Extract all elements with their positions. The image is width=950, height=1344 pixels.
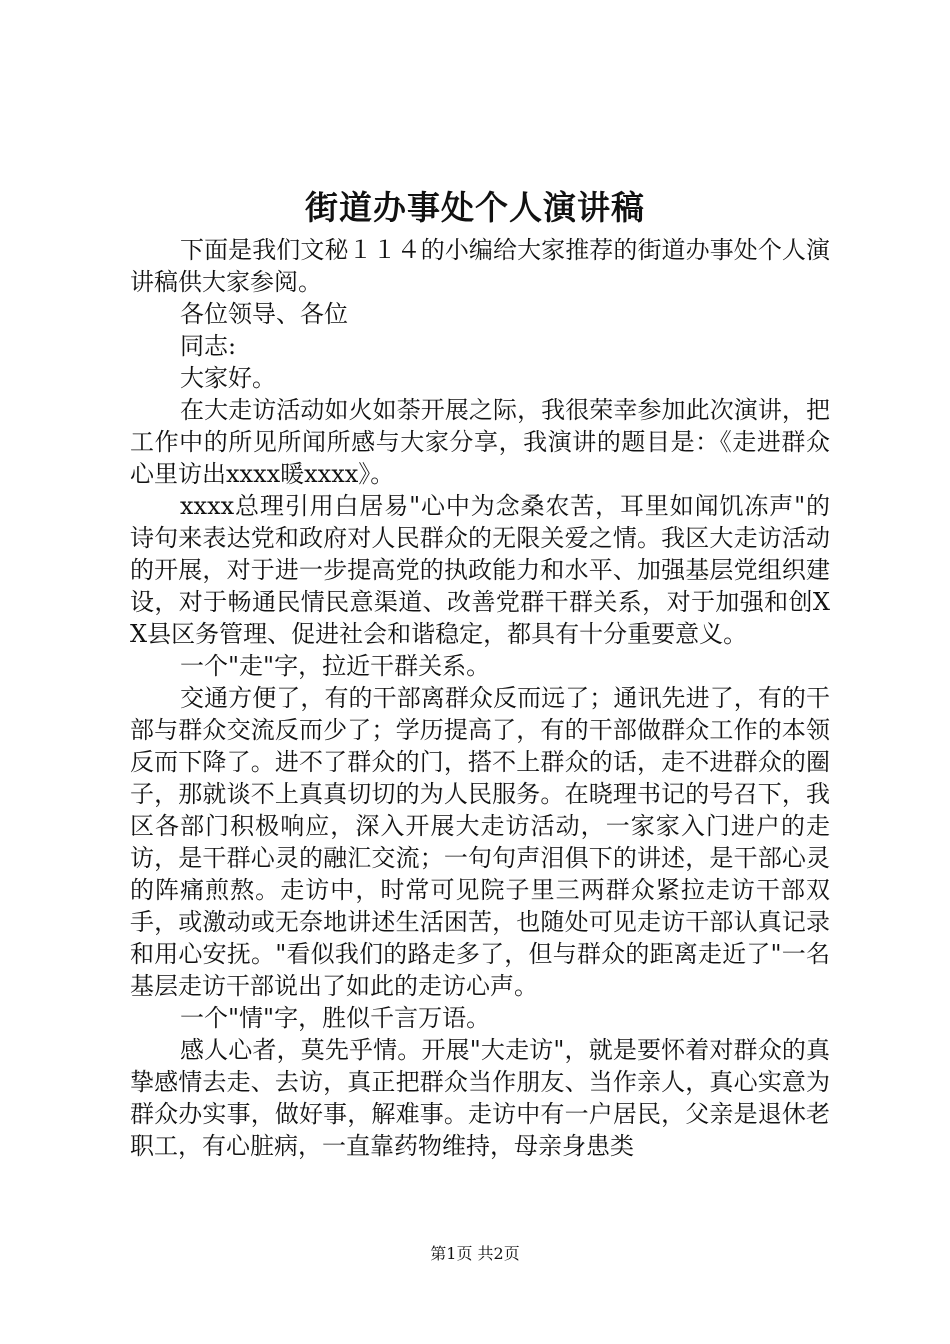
paragraph: 各位领导、各位 — [180, 300, 348, 328]
paragraph: 大家好。 — [180, 364, 276, 392]
paragraph: 交通方便了，有的干部离群众反而远了；通讯先进了，有的干部与群众交流反而少了；学历提高了，有的干部做群众工作的本领反而下降了。进不了群众的门，搭不上群众的话，走不进群众的圈子，那就谈不上真真切切的为人民服务。在晓理书记的号召下，我区各部门积极响应，深入开展大走访活动，一家家入门进户的走访，是干群心灵的融汇交流；一句句声泪俱下的讲述，是干部心灵的阵痛煎熬。走访中，时常可见院子里三两群众紧拉走访干部双手，或激动或无奈地讲述生活困苦，也随处可见走访干部认真记录和用心安抚。"看似我们的路走多了，但与群众的距离走近了"一名基层走访干部说出了如此的走访心声。 — [130, 684, 830, 1000]
paragraph: 在大走访活动如火如荼开展之际，我很荣幸参加此次演讲，把工作中的所见所闻所感与大家分享，我演讲的题目是：《走进群众心里访出xxxx暖xxxx》。 — [130, 396, 830, 488]
page-footer: 第1页 共2页 — [430, 1244, 520, 1263]
paragraph: 一个"走"字，拉近干群关系。 — [180, 652, 491, 680]
paragraph: xxxx总理引用白居易"心中为念桑农苦，耳里如闻饥冻声"的诗句来表达党和政府对人民群众的无限关爱之情。我区大走访活动的开展，对于进一步提高党的执政能力和水平、加强基层党组织建设，对于畅通民情民意渠道、改善党群干群关系，对于加强和创XX县区务管理、促进社会和谐稳定，都具有十分重要意义。 — [130, 492, 830, 648]
document-title: 街道办事处个人演讲稿 — [305, 188, 645, 227]
paragraph: 感人心者，莫先乎情。开展"大走访"，就是要怀着对群众的真挚感情去走、去访，真正把群众当作朋友、当作亲人，真心实意为群众办实事，做好事，解难事。走访中有一户居民，父亲是退休老职工，有心脏病，一直靠药物维持，母亲身患类 — [130, 1036, 830, 1160]
paragraph: 下面是我们文秘１１４的小编给大家推荐的街道办事处个人演讲稿供大家参阅。 — [130, 236, 830, 296]
document-body — [130, 234, 830, 1162]
paragraph: 同志: — [180, 332, 237, 360]
paragraph: 一个"情"字，胜似千言万语。 — [180, 1004, 491, 1032]
